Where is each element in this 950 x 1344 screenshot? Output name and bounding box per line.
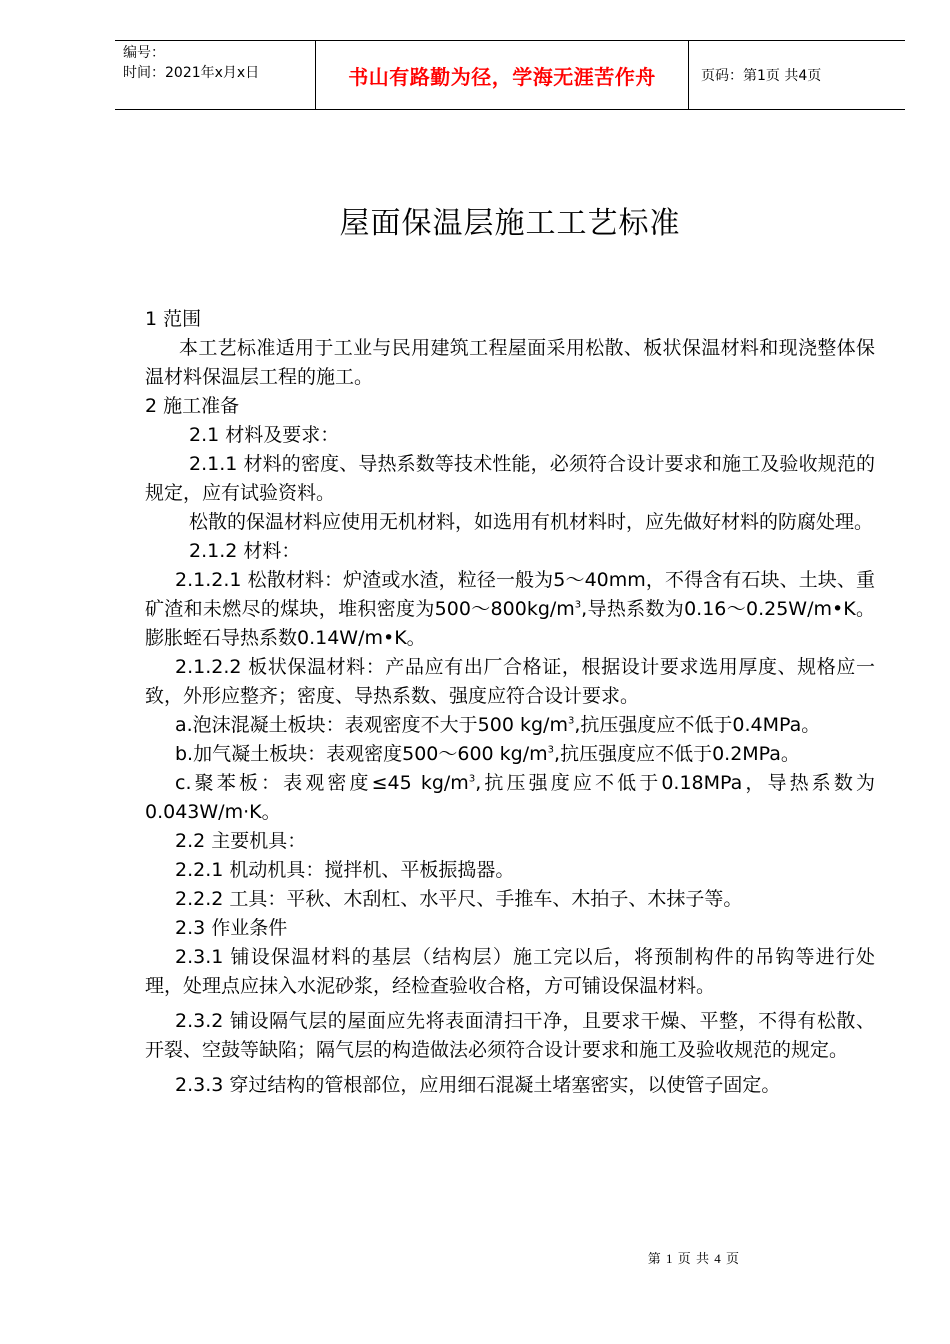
text-2-1-2-1-a: 2.1.2.1 松散材料：炉渣或水渣，粒径一般为5～40mm，不得含有石块、土块、重矿渣和未燃尽的煤块，堆积密度为500～800kg/m	[145, 569, 875, 620]
paragraph-2-3-2: 2.3.2 铺设隔气层的屋面应先将表面清扫干净，且要求干燥、平整，不得有松散、开裂、空鼓等缺陷；隔气层的构造做法必须符合设计要求和施工及验收规范的规定。	[145, 1010, 875, 1061]
subsection-2-1: 2.1 材料及要求：	[189, 424, 340, 446]
paragraph-scope: 本工艺标准适用于工业与民用建筑工程屋面采用松散、板状保温材料和现浇整体保温材料保温层工程的施工。	[145, 337, 875, 388]
document-number-label: 编号：	[123, 45, 165, 61]
text-item-b-a: b.加气凝土板块：表观密度500～600 kg/m	[175, 743, 548, 765]
subsection-2-1-2: 2.1.2 材料：	[189, 540, 301, 562]
list-item-c	[145, 769, 875, 827]
section-heading-2: 2 施工准备	[145, 395, 240, 417]
list-item-b	[145, 740, 875, 769]
list-item-a	[145, 711, 875, 740]
subsection-2-3: 2.3 作业条件	[175, 917, 288, 939]
text-2-1-2-1-b: ,导热系数为0.16～0.25W/m•K。膨胀蛭石导热系数0.14W/m•K。	[145, 598, 875, 649]
paragraph-2-1-1: 2.1.1 材料的密度、导热系数等技术性能，必须符合设计要求和施工及验收规范的规定，应有试验资料。	[145, 453, 875, 504]
paragraph-2-3-1: 2.3.1 铺设保温材料的基层（结构层）施工完以后，将预制构件的吊钩等进行处理，处理点应抹入水泥砂浆，经检查验收合格，方可铺设保温材料。	[145, 946, 875, 997]
text-item-c-b: ,抗压强度应不低于0.18MPa，导热系数为0.043W/m·K。	[145, 772, 875, 823]
header-page-number: 页码：第1页 共4页	[701, 68, 822, 84]
subsection-2-2: 2.2 主要机具：	[175, 830, 307, 852]
document-body	[145, 305, 875, 1100]
superscript-cubed: 3	[567, 715, 575, 727]
document-title: 屋面保温层施工工艺标准	[339, 206, 681, 241]
superscript-cubed: 3	[547, 744, 555, 756]
header-motto: 书山有路勤为径，学海无涯苦作舟	[315, 41, 689, 109]
superscript-cubed: 3	[468, 773, 476, 785]
text-item-b-b: ,抗压强度应不低于0.2MPa。	[554, 743, 800, 765]
paragraph-2-2-1: 2.2.1 机动机具：搅拌机、平板振捣器。	[175, 859, 515, 881]
page-header	[115, 40, 905, 110]
text-item-a-a: a.泡沫混凝土板块：表观密度不大于500 kg/m	[175, 714, 568, 736]
text-item-c-a: c.聚苯板：表观密度≤45 kg/m	[175, 772, 469, 794]
paragraph-2-1-2-2: 2.1.2.2 板状保温材料：产品应有出厂合格证，根据设计要求选用厚度、规格应一致，外形应整齐；密度、导热系数、强度应符合设计要求。	[145, 656, 875, 707]
paragraph-2-3-3: 2.3.3 穿过结构的管根部位，应用细石混凝土堵塞密实，以使管子固定。	[175, 1074, 781, 1096]
header-meta	[115, 41, 315, 109]
document-time-label: 时间：2021年x月x日	[123, 65, 260, 81]
section-heading-1: 1 范围	[145, 308, 202, 330]
page-footer: 第 1 页 共 4 页	[647, 1251, 740, 1266]
text-item-a-b: ,抗压强度应不低于0.4MPa。	[574, 714, 821, 736]
paragraph-2-2-2: 2.2.2 工具：平秋、木刮杠、水平尺、手推车、木拍子、木抹子等。	[175, 888, 743, 910]
paragraph-2-1-1-b: 松散的保温材料应使用无机材料，如选用有机材料时，应先做好材料的防腐处理。	[189, 511, 874, 533]
paragraph-2-1-2-1	[145, 566, 875, 653]
superscript-cubed: 3	[574, 599, 582, 611]
